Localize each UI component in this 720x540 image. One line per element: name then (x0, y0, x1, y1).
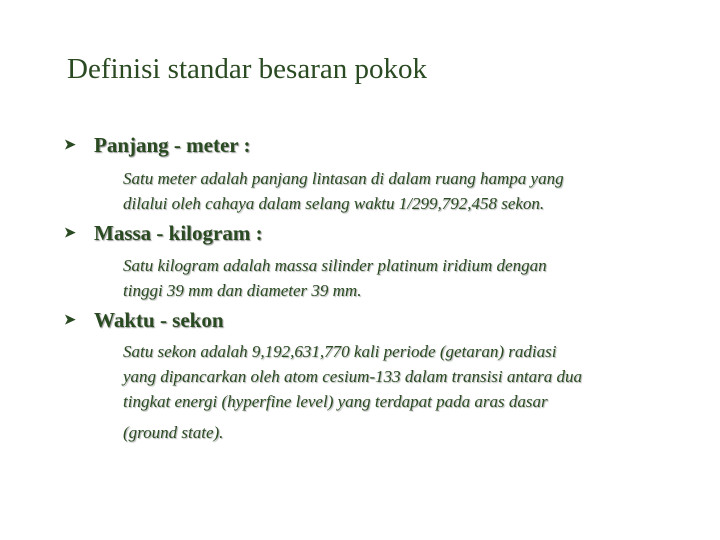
bullet-label: Panjang - meter : (94, 133, 251, 157)
bullet-label: Massa - kilogram : (94, 221, 263, 245)
bullet-panjang (64, 133, 251, 158)
definition-line: Satu meter adalah panjang lintasan di dalam ruang hampa yang (123, 169, 564, 188)
definition-waktu (123, 339, 683, 445)
definition-line: Satu sekon adalah 9,192,631,770 kali periode (getaran) radiasi (123, 342, 557, 361)
bullet-massa (64, 221, 263, 246)
arrow-bullet-icon: ➤ (64, 226, 76, 241)
bullet-waktu (64, 308, 224, 333)
arrow-bullet-icon: ➤ (64, 313, 76, 328)
definition-line: (ground state). (123, 423, 224, 442)
definition-panjang (123, 166, 683, 216)
slide-title: Definisi standar besaran pokok (67, 53, 427, 85)
definition-line: tingkat energi (hyperfine level) yang terdapat pada aras dasar (123, 392, 548, 411)
definition-line: yang dipancarkan oleh atom cesium-133 dalam transisi antara dua (123, 367, 582, 386)
definition-line: dilalui oleh cahaya dalam selang waktu 1/299,792,458 sekon. (123, 194, 545, 213)
arrow-bullet-icon: ➤ (64, 138, 76, 153)
bullet-label: Waktu - sekon (94, 308, 224, 332)
definition-massa (123, 253, 683, 303)
definition-line: tinggi 39 mm dan diameter 39 mm. (123, 281, 362, 300)
definition-line: Satu kilogram adalah massa silinder platinum iridium dengan (123, 256, 547, 275)
